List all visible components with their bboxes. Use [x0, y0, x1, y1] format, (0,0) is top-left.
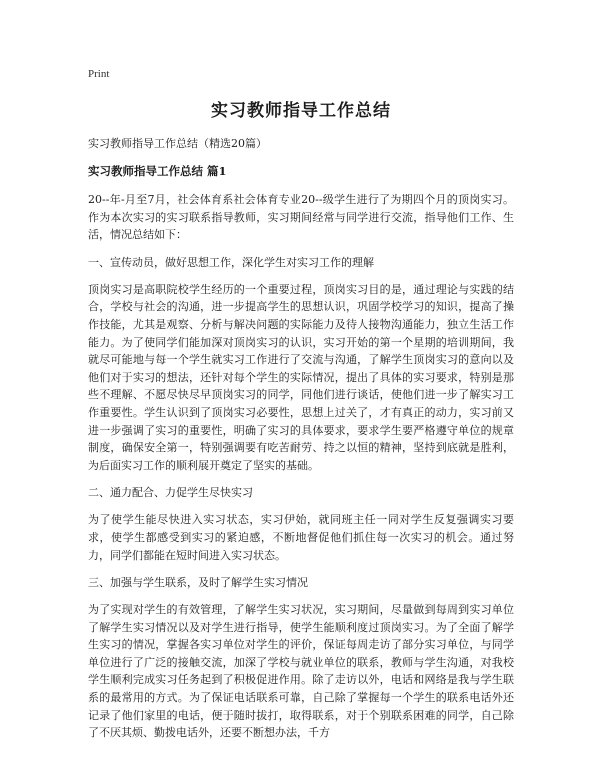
section-body-3: 为了实现对学生的有效管理，了解学生实习状况，实习期间，尽量做到每周到实习单位了解学生实习情况以及对学生进行指导，使学生能顺利度过顶岗实习。为了全面了解学生实习的情况，掌握各实习单位对学生的评价，保证每周走访了部分实习单位，与同学单位进行了广泛的接触交流，加深了学校与就业单位的联系，教师与学生沟通，对我校学生顺利完成实习任务起到了积极促进作用。除了走访以外，电话和网络是我与学生联系的最常用的方式。为了保证电话联系可靠，自己除了掌握每一个学生的联系电话外还记录了他们家里的电话，便于随时拔打，取得联系，对于个别联系困难的同学，自己除了不厌其烦、勤拨电话外，还要不断想办法，千方: [88, 603, 514, 740]
document-page: [88, 68, 514, 752]
intro-paragraph: 20--年-月至7月，社会体育系社会体育专业20--级学生进行了为期四个月的顶岗实习。作为本次实习的实习联系指导教师，实习期间经常与同学进行交流，指导他们工作、生活，情况总结如下：: [88, 193, 514, 242]
article-heading: 实习教师指导工作总结 篇1: [88, 164, 227, 178]
section-body-2: 为了使学生能尽快进入实习状态，实习伊始，就同班主任一同对学生反复强调实习要求，使学生都感受到实习的紧迫感，不断地督促他们抓住每一次实习的机会。通过努力，同学们都能在短时间进入实习状态。: [88, 513, 514, 562]
print-label: Print: [88, 68, 110, 80]
page-title: 实习教师指导工作总结: [211, 101, 391, 121]
document-subtitle: 实习教师指导工作总结（精选20篇）: [88, 137, 267, 150]
section-heading-2: 二、通力配合、力促学生尽快实习: [88, 486, 253, 500]
section-heading-3: 三、加强与学生联系，及时了解学生实习情况: [88, 576, 308, 590]
section-heading-1: 一、宣传动员，做好思想工作，深化学生对实习工作的理解: [88, 255, 374, 269]
section-body-1: 顶岗实习是高职院校学生经历的一个重要过程，顶岗实习目的是，通过理论与实践的结合，学校与社会的沟通，进一步提高学生的思想认识，巩固学校学习的知识，提高了操作技能，尤其是观察、分析与解决问题的实际能力及待人接物沟通能力，独立生活工作能力。为了使同学们能加深对顶岗实习的认识，实习开始的第一个星期的培训期间，我就尽可能地与每一个学生就实习工作进行了交流与沟通，了解学生顶岗实习的意向以及他们对于实习的想法，还针对每个学生的实际情况，提出了具体的实习要求，特别是那些不理解、不愿尽快尽早顶岗实习的同学，同他们进行谈话，使他们进一步了解实习工作重要性。学生认识到了顶岗实习必要性，思想上过关了，才有真正的动力，实习前又进一步强调了实习的重要性，明确了实习的具体要求，要求学生要严格遵守单位的规章制度，确保安全第一，特别强调要有吃苦耐劳、持之以恒的精神，坚持到底就是胜利，为后面实习工作的顺利展开奠定了坚实的基础。: [88, 282, 514, 472]
